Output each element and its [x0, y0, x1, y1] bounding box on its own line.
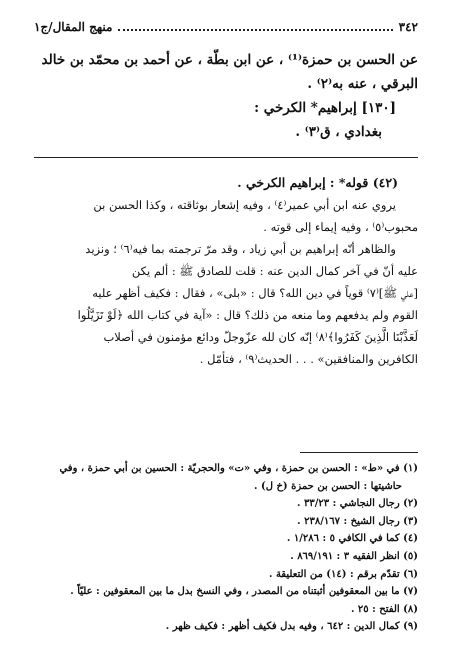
- footnote: (٥) انظر الفقيه ٣ : ٨٦٩/١٩١ .: [290, 550, 418, 562]
- page-number: ٣٤٢: [398, 20, 418, 34]
- main-line: عن الحسن بن حمزة⁽¹⁾ ، عن ابن بطّة ، عن أحمد بن محمّد بن خالد: [41, 52, 418, 68]
- main-line: البرقي ، عنه به⁽٢⁾ .: [307, 76, 418, 92]
- footnote: حاشيتها : الحسن بن حمزة (خ ل) .: [254, 480, 402, 492]
- commentary-line: والظاهر أنّه إبراهيم بن أبي زياد ، وقد مرّ ترجمته بما فيه⁽٦⁾ ؛ ونزيد: [85, 242, 396, 256]
- commentary-heading: (٤٢) قوله* : إبراهيم الكرخي .: [237, 175, 398, 190]
- commentary-line: القوم ولم يدفعهم وما منعه من ذلك؟ قال : «آية في كتاب الله ﴿لَوْ تَزَيَّلُوا: [77, 308, 418, 322]
- footnote: (٨) الفتح : ٢٥ .: [350, 603, 418, 615]
- commentary-line: عليه أنّ في آخر كمال الدين عنه : قلت للصادق ﷺ : ألم يكن: [131, 264, 418, 278]
- footnote: (٣) رجال الشيخ : ٢٣٨/١٦٧ .: [297, 515, 418, 527]
- main-text: [34, 48, 418, 144]
- running-title: منهج المقال/ج١: [34, 20, 113, 34]
- footnote: (٧) ما بين المعقوفين أثبتناه من المصدر ، وفي النسخ بدل ما بين المعقوفين : عليّاً .: [70, 586, 418, 598]
- footnotes: [34, 460, 418, 636]
- footnote-divider: [300, 452, 418, 453]
- footnote: (٩) كمال الدين : ٦٤٢ ، وفيه بدل فكيف أظهر : فكيف ظهر .: [165, 621, 418, 633]
- footnote: (٤) كما في الكافي ٥ : ١/٢٨٦ .: [286, 533, 418, 545]
- footnote: (٦) تقدّم برقم : (١٤) من التعليقة .: [268, 568, 418, 580]
- commentary-line: يروي عنه ابن أبي عمير⁽٤⁾ ، وفيه إشعار بوثاقته ، وكذا الحسن بن: [93, 198, 396, 212]
- footnote: (٢) رجال النجاشي : ٣٣/٢٣ .: [297, 498, 418, 510]
- page-header: [34, 14, 418, 34]
- commentary-line: [علي ﷺ]⁽٧⁾ قوياً في دين الله؟ قال : «بلى» ، فقال : فكيف أظهر عليه: [92, 286, 418, 300]
- entry-title: [١٣٠] إبراهيم* الكرخي :: [254, 100, 396, 116]
- entry-subtitle: بغدادي ، ق⁽٣⁾ .: [295, 124, 382, 140]
- header-dotted-leader: [118, 28, 392, 31]
- commentary: [34, 172, 418, 370]
- commentary-line: لَعَذَّبْنَا الَّذِينَ كَفَرُوا﴾⁽٨⁾ إنّه كان لله عزّوجلّ ودائع مؤمنون في أصلاب: [103, 330, 418, 344]
- commentary-line: محبوب⁽٥⁾ ، وفيه إيماء إلى قوته .: [263, 220, 418, 234]
- commentary-line: الكافرين والمنافقين» . . . الحديث⁽٩⁾ ، فتأمّل .: [199, 352, 418, 366]
- footnote: (١) في «ط» : الحسن بن حمزة ، وفي «ت» والحجريّة : الحسين بن أبي حمزة ، وفي: [59, 463, 418, 474]
- section-divider: [34, 157, 418, 158]
